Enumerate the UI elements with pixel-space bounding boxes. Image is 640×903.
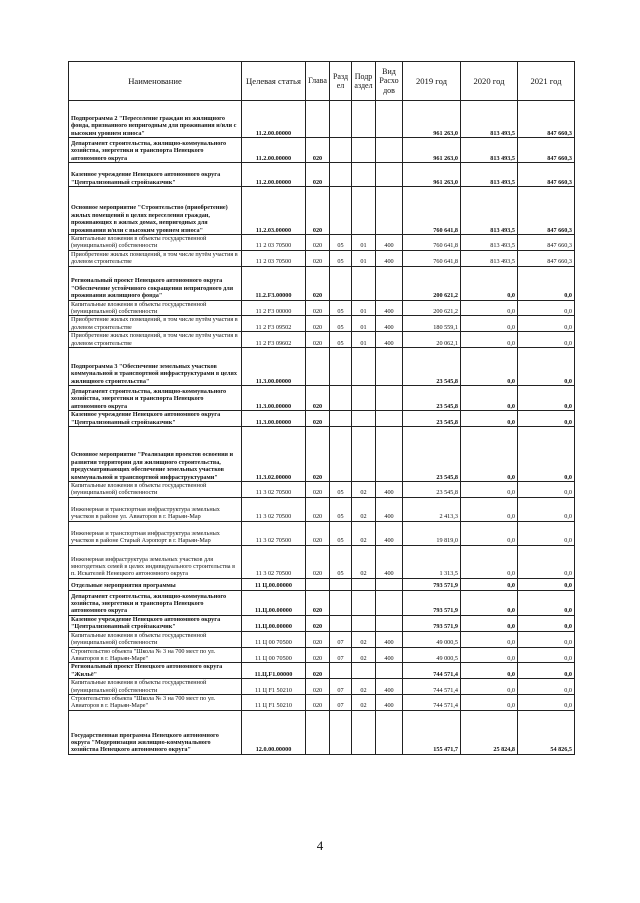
row-name: Инженерная и транспортная инфраструктура земельных участков в районе ул. Авиаторов в г. Нарьян-Мар [69,497,242,521]
row-vid-raskhodov [376,101,403,138]
row-glava: 020 [306,187,330,235]
row-target-article: 11 3 02 70500 [242,521,306,545]
row-vid-raskhodov: 400 [376,250,403,266]
row-razdel: 05 [330,497,352,521]
row-value-2019: 793 571,9 [403,590,461,615]
row-value-2020: 0,0 [461,332,518,348]
row-razdel [330,386,352,411]
row-podrazdel: 02 [352,647,376,663]
row-podrazdel: 01 [352,316,376,332]
budget-table [68,61,575,755]
row-glava: 020 [306,266,330,300]
row-glava [306,710,330,754]
row-value-2019: 961 263,0 [403,138,461,163]
table-row [69,631,575,647]
row-razdel: 05 [330,332,352,348]
row-target-article: 11 3 02 70500 [242,497,306,521]
row-value-2020: 813 493,5 [461,187,518,235]
row-glava: 020 [306,694,330,710]
table-row [69,615,575,631]
row-vid-raskhodov [376,578,403,590]
row-value-2019: 23 545,8 [403,482,461,498]
row-value-2019: 23 545,8 [403,427,461,482]
row-value-2020: 813 493,5 [461,163,518,187]
row-value-2021: 847 660,3 [518,163,575,187]
row-value-2021: 0,0 [518,332,575,348]
row-razdel [330,187,352,235]
row-value-2019: 760 641,8 [403,250,461,266]
row-value-2019: 49 000,5 [403,631,461,647]
row-podrazdel [352,348,376,386]
row-vid-raskhodov: 400 [376,521,403,545]
row-podrazdel: 02 [352,631,376,647]
row-name: Государственная программа Ненецкого автономного округа "Модернизация жилищно-коммунального хозяйства Ненецкого автономного округа" [69,710,242,754]
row-vid-raskhodov [376,386,403,411]
row-vid-raskhodov [376,187,403,235]
row-value-2021: 0,0 [518,482,575,498]
header-podrazdel: Подр аздел [352,62,376,101]
row-value-2020: 0,0 [461,497,518,521]
row-vid-raskhodov: 400 [376,332,403,348]
row-name: Подпрограмма 2 "Переселение граждан из жилищного фонда, признанного непригодным для проживания и/или с высоким уровнем износа" [69,101,242,138]
row-value-2021: 0,0 [518,615,575,631]
row-razdel [330,101,352,138]
row-podrazdel [352,590,376,615]
row-podrazdel: 01 [352,332,376,348]
row-glava [306,348,330,386]
header-2019: 2019 год [403,62,461,101]
row-podrazdel: 02 [352,497,376,521]
table-row [69,300,575,316]
row-glava: 020 [306,615,330,631]
row-value-2019: 744 571,4 [403,679,461,695]
header-razdel: Разд ел [330,62,352,101]
row-name: Инженерная инфраструктура земельных участков для многодетных семей в целях индивидуального строительства в п. Искателей Ненецкого автономного округа [69,545,242,578]
row-target-article: 11.3.00.00000 [242,411,306,427]
row-vid-raskhodov [376,427,403,482]
row-glava: 020 [306,521,330,545]
table-row [69,163,575,187]
row-podrazdel [352,427,376,482]
row-value-2019: 20 062,1 [403,332,461,348]
row-vid-raskhodov: 400 [376,694,403,710]
row-glava: 020 [306,250,330,266]
row-name: Департамент строительства, жилищно-коммунального хозяйства, энергетики и транспорта Ненецкого автономного округа [69,138,242,163]
table-row [69,187,575,235]
row-podrazdel [352,411,376,427]
row-value-2021: 0,0 [518,386,575,411]
row-value-2021: 0,0 [518,679,575,695]
row-vid-raskhodov: 400 [376,497,403,521]
row-podrazdel [352,266,376,300]
row-value-2020: 0,0 [461,386,518,411]
row-vid-raskhodov [376,615,403,631]
row-glava: 020 [306,411,330,427]
row-value-2019: 49 000,5 [403,647,461,663]
row-value-2020: 0,0 [461,663,518,679]
row-target-article: 11 3 02 70500 [242,482,306,498]
row-vid-raskhodov: 400 [376,631,403,647]
row-target-article: 11 Ц.00.00000 [242,578,306,590]
row-value-2020: 0,0 [461,300,518,316]
row-glava: 020 [306,235,330,251]
row-target-article: 11.Ц.F1.00000 [242,663,306,679]
row-target-article: 11.2.03.00000 [242,187,306,235]
row-value-2019: 760 641,8 [403,187,461,235]
row-glava: 020 [306,497,330,521]
table-row [69,710,575,754]
row-value-2020: 0,0 [461,316,518,332]
row-value-2019: 793 571,9 [403,615,461,631]
row-value-2019: 744 571,4 [403,663,461,679]
row-glava: 020 [306,163,330,187]
row-vid-raskhodov [376,163,403,187]
table-row [69,332,575,348]
row-value-2021: 0,0 [518,497,575,521]
row-razdel [330,710,352,754]
row-glava: 020 [306,590,330,615]
row-target-article: 11.2.F3.00000 [242,266,306,300]
row-value-2019: 961 263,0 [403,101,461,138]
row-target-article: 11.2.00.00000 [242,138,306,163]
row-value-2019: 200 621,2 [403,300,461,316]
row-value-2020: 0,0 [461,411,518,427]
row-name: Казенное учреждение Ненецкого автономного округа "Централизованный стройзаказчик" [69,411,242,427]
row-value-2020: 0,0 [461,545,518,578]
row-value-2019: 793 571,9 [403,578,461,590]
row-value-2021: 0,0 [518,411,575,427]
row-name: Региональный проект Ненецкого автономного округа "Жильё" [69,663,242,679]
table-row [69,138,575,163]
row-value-2021: 847 660,3 [518,250,575,266]
row-target-article: 11.3.02.00000 [242,427,306,482]
row-podrazdel [352,710,376,754]
row-name: Приобретение жилых помещений, в том числе путём участия в долевом строительстве [69,316,242,332]
row-target-article: 11 Ц F1 50210 [242,694,306,710]
row-glava: 020 [306,647,330,663]
row-glava: 020 [306,427,330,482]
row-glava: 020 [306,332,330,348]
row-name: Приобретение жилых помещений, в том числе путём участия в долевом строительстве [69,250,242,266]
row-razdel: 05 [330,316,352,332]
table-row [69,521,575,545]
row-value-2021: 0,0 [518,663,575,679]
row-target-article: 11 2 F3 09602 [242,332,306,348]
row-vid-raskhodov [376,266,403,300]
row-value-2020: 0,0 [461,694,518,710]
table-row [69,679,575,695]
row-razdel: 07 [330,631,352,647]
row-value-2021: 847 660,3 [518,187,575,235]
row-razdel: 05 [330,521,352,545]
row-value-2020: 25 824,8 [461,710,518,754]
row-name: Капитальные вложения в объекты государственной (муниципальной) собственности [69,679,242,695]
row-value-2021: 0,0 [518,631,575,647]
row-value-2021: 0,0 [518,266,575,300]
row-value-2019: 744 571,4 [403,694,461,710]
header-glava: Глава [306,62,330,101]
table-row [69,316,575,332]
row-glava: 020 [306,386,330,411]
row-value-2020: 0,0 [461,482,518,498]
row-razdel: 07 [330,647,352,663]
table-row [69,250,575,266]
table-row [69,545,575,578]
row-podrazdel: 01 [352,250,376,266]
table-row [69,386,575,411]
row-value-2021: 847 660,3 [518,101,575,138]
row-value-2020: 813 493,5 [461,250,518,266]
row-razdel [330,427,352,482]
row-razdel: 07 [330,694,352,710]
row-value-2019: 200 621,2 [403,266,461,300]
row-value-2021: 0,0 [518,647,575,663]
row-value-2021: 847 660,3 [518,235,575,251]
row-podrazdel [352,663,376,679]
row-target-article: 11.2.00.00000 [242,163,306,187]
table-row [69,482,575,498]
row-value-2019: 155 471,7 [403,710,461,754]
row-podrazdel: 02 [352,545,376,578]
row-vid-raskhodov: 400 [376,235,403,251]
header-2020: 2020 год [461,62,518,101]
row-podrazdel [352,386,376,411]
header-row [69,62,575,101]
row-vid-raskhodov [376,710,403,754]
row-glava: 020 [306,482,330,498]
row-value-2019: 2 413,3 [403,497,461,521]
row-glava [306,578,330,590]
row-value-2019: 1 313,5 [403,545,461,578]
row-razdel [330,163,352,187]
row-vid-raskhodov: 400 [376,300,403,316]
table-row [69,647,575,663]
row-razdel [330,663,352,679]
table-row [69,590,575,615]
row-podrazdel: 01 [352,300,376,316]
table-row [69,101,575,138]
row-razdel: 05 [330,235,352,251]
row-name: Капитальные вложения в объекты государственной (муниципальной) собственности [69,631,242,647]
row-glava [306,101,330,138]
table-row [69,694,575,710]
row-razdel [330,590,352,615]
row-value-2021: 0,0 [518,578,575,590]
row-razdel: 05 [330,482,352,498]
row-value-2021: 0,0 [518,300,575,316]
row-razdel [330,138,352,163]
row-value-2020: 813 493,5 [461,101,518,138]
row-target-article: 11.3.00.00000 [242,348,306,386]
table-row [69,497,575,521]
row-name: Капитальные вложения в объекты государственной (муниципальной) собственности [69,300,242,316]
row-name: Региональный проект Ненецкого автономного округа "Обеспечение устойчивого сокращения непригодного для проживания жилищного фонда" [69,266,242,300]
header-target-article: Целевая статья [242,62,306,101]
row-name: Департамент строительства, жилищно-коммунального хозяйства, энергетики и транспорта Ненецкого автономного округа [69,386,242,411]
row-podrazdel [352,163,376,187]
row-target-article: 12.0.00.00000 [242,710,306,754]
row-value-2020: 813 493,5 [461,235,518,251]
row-vid-raskhodov: 400 [376,679,403,695]
row-value-2021: 0,0 [518,545,575,578]
row-glava: 020 [306,138,330,163]
row-target-article: 11.Ц.00.00000 [242,590,306,615]
row-value-2021: 0,0 [518,694,575,710]
row-target-article: 11 Ц 00 70500 [242,647,306,663]
row-target-article: 11.3.00.00000 [242,386,306,411]
row-value-2019: 961 263,0 [403,163,461,187]
row-razdel: 05 [330,300,352,316]
row-value-2020: 0,0 [461,348,518,386]
row-value-2019: 19 819,0 [403,521,461,545]
row-glava: 020 [306,663,330,679]
row-name: Капитальные вложения в объекты государственной (муниципальной) собственности [69,235,242,251]
table-row [69,266,575,300]
row-name: Казенное учреждение Ненецкого автономного округа "Централизованный стройзаказчик" [69,163,242,187]
row-razdel [330,266,352,300]
row-podrazdel [352,138,376,163]
table-row [69,663,575,679]
row-name: Приобретение жилых помещений, в том числе путём участия в долевом строительстве [69,332,242,348]
row-glava: 020 [306,679,330,695]
row-glava: 020 [306,316,330,332]
row-name: Строительство объекта "Школа № 3 на 700 мест по ул. Авиаторов в г. Нарьян-Маре" [69,694,242,710]
row-podrazdel: 01 [352,235,376,251]
header-2021: 2021 год [518,62,575,101]
row-podrazdel [352,615,376,631]
row-value-2020: 0,0 [461,427,518,482]
page-number: 4 [316,838,324,853]
row-name: Основное мероприятие "Реализация проектов освоения и развития территории для жилищного строительства, предусматривающих обеспечение земельных участков коммунальной и транспортной инфраструктурами" [69,427,242,482]
row-podrazdel: 02 [352,679,376,695]
row-value-2021: 0,0 [518,316,575,332]
row-target-article: 11 Ц F1 50210 [242,679,306,695]
row-value-2020: 0,0 [461,631,518,647]
row-target-article: 11 2 F3 00000 [242,300,306,316]
row-razdel [330,348,352,386]
table-body [69,101,575,755]
table-row [69,427,575,482]
table-row [69,578,575,590]
row-razdel: 05 [330,250,352,266]
row-value-2020: 813 493,5 [461,138,518,163]
row-value-2019: 180 559,1 [403,316,461,332]
row-name: Капитальные вложения в объекты государственной (муниципальной) собственности [69,482,242,498]
row-value-2021: 0,0 [518,590,575,615]
row-razdel [330,615,352,631]
row-razdel: 07 [330,679,352,695]
row-value-2020: 0,0 [461,266,518,300]
row-name: Инженерная и транспортная инфраструктура земельных участков в районе Старый Аэропорт в г. Нарьян-Мар [69,521,242,545]
header-vid-raskhodov: Вид Расхо дов [376,62,403,101]
row-value-2021: 54 826,5 [518,710,575,754]
row-glava: 020 [306,545,330,578]
row-value-2020: 0,0 [461,590,518,615]
row-podrazdel: 02 [352,521,376,545]
row-podrazdel: 02 [352,482,376,498]
row-target-article: 11 2 03 70500 [242,235,306,251]
row-podrazdel [352,578,376,590]
row-vid-raskhodov: 400 [376,316,403,332]
row-podrazdel: 02 [352,694,376,710]
row-target-article: 11 Ц 00 70500 [242,631,306,647]
row-target-article: 11.2.00.00000 [242,101,306,138]
row-value-2020: 0,0 [461,578,518,590]
row-vid-raskhodov [376,590,403,615]
row-value-2020: 0,0 [461,521,518,545]
row-target-article: 11.Ц.00.00000 [242,615,306,631]
row-value-2021: 0,0 [518,348,575,386]
row-vid-raskhodov: 400 [376,482,403,498]
row-value-2020: 0,0 [461,679,518,695]
row-glava: 020 [306,631,330,647]
row-razdel [330,578,352,590]
row-name: Казенное учреждение Ненецкого автономного округа "Централизованный стройзаказчик" [69,615,242,631]
table-row [69,411,575,427]
row-value-2019: 760 641,8 [403,235,461,251]
row-name: Основное мероприятие "Строительство (приобретение) жилых помещений в целях переселения граждан, проживающих в жилых домах, непригодных для проживания и/или с высоким уровнем износа" [69,187,242,235]
row-podrazdel [352,187,376,235]
row-name: Департамент строительства, жилищно-коммунального хозяйства, энергетики и транспорта Ненецкого автономного округа [69,590,242,615]
row-name: Подпрограмма 3 "Обеспечение земельных участков коммунальной и транспортной инфраструктурами в целях жилищного строительства" [69,348,242,386]
row-target-article: 11 3 02 70500 [242,545,306,578]
row-name: Отдельные мероприятия программы [69,578,242,590]
row-value-2019: 23 545,8 [403,411,461,427]
row-name: Строительство объекта "Школа № 3 на 700 мест по ул. Авиаторов в г. Нарьян-Маре" [69,647,242,663]
row-podrazdel [352,101,376,138]
row-vid-raskhodov [376,411,403,427]
row-value-2021: 847 660,3 [518,138,575,163]
table-row [69,348,575,386]
row-vid-raskhodov: 400 [376,647,403,663]
row-value-2021: 0,0 [518,427,575,482]
row-vid-raskhodov [376,348,403,386]
row-vid-raskhodov: 400 [376,545,403,578]
row-razdel [330,411,352,427]
row-razdel: 05 [330,545,352,578]
table-row [69,235,575,251]
header-name: Наименование [69,62,242,101]
row-value-2019: 23 545,8 [403,348,461,386]
row-value-2021: 0,0 [518,521,575,545]
row-value-2020: 0,0 [461,615,518,631]
row-vid-raskhodov [376,138,403,163]
row-target-article: 11 2 F3 09502 [242,316,306,332]
row-vid-raskhodov [376,663,403,679]
row-glava: 020 [306,300,330,316]
row-value-2020: 0,0 [461,647,518,663]
row-target-article: 11 2 03 70500 [242,250,306,266]
row-value-2019: 23 545,8 [403,386,461,411]
